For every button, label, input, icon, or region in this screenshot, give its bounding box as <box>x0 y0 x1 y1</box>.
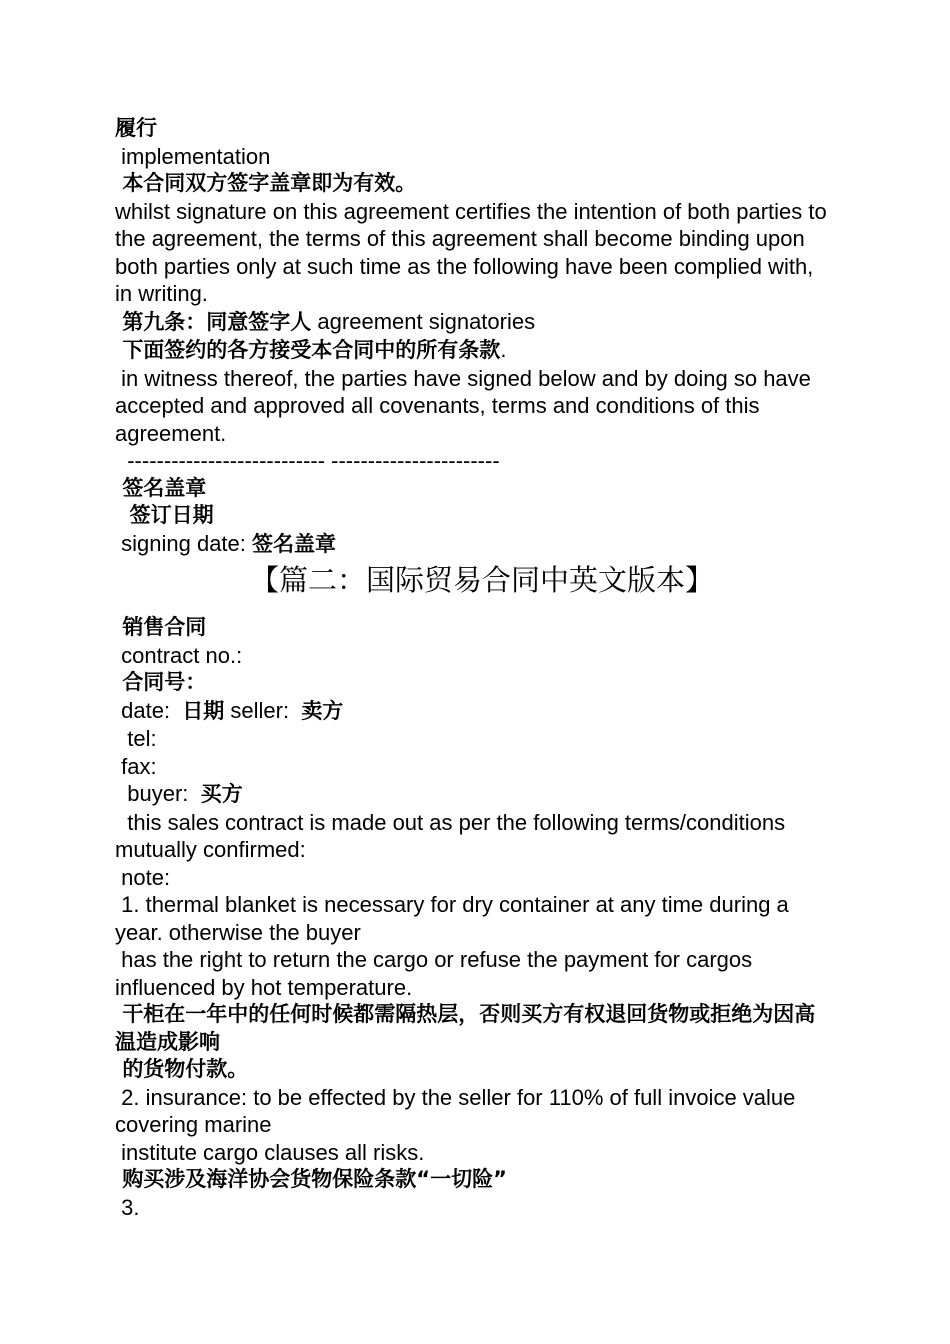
article-title: agreement signatories <box>311 308 536 334</box>
text-paragraph: this sales contract is made out as per the following terms/conditions mutually confirmed: <box>115 809 792 862</box>
text-line: 签订日期 <box>115 503 214 527</box>
text-line <box>115 780 835 809</box>
text-en: date: <box>115 697 183 723</box>
text-en: seller: <box>224 697 302 723</box>
signature-rule: --------------------------- ----------------------- <box>115 448 500 473</box>
text-line: 本合同双方签字盖章即为有效。 <box>115 171 417 195</box>
text-line: institute cargo clauses all risks. <box>115 1139 425 1165</box>
text-line: contract no.: <box>115 642 243 668</box>
text-cn: 买方 <box>200 782 243 806</box>
text-paragraph: 2. insurance: to be effected by the seller for 110% of full invoice value covering marine <box>115 1084 802 1137</box>
text-cn: 下面签约的各方接受本合同中的所有条款 <box>115 338 501 362</box>
text-line: 购买涉及海洋协会货物保险条款“一切险” <box>115 1167 507 1191</box>
text-paragraph: whilst signature on this agreement certifies the intention of both parties to the agreement, the terms of this agreement shall become binding upon both parties only at such time as the following have been complied with, in writing. <box>115 198 833 306</box>
text-line: fax: <box>115 753 157 779</box>
text-cn: 卖方 <box>301 698 344 723</box>
text-cn: 日期 <box>182 698 225 723</box>
text-line: 3. <box>115 1194 140 1220</box>
text-line: 销售合同 <box>115 615 207 639</box>
text-paragraph: 干柜在一年中的任何时候都需隔热层，否则买方有权退回货物或拒绝为因高温造成影响 <box>115 1002 816 1054</box>
text-en: signing date: <box>115 530 252 556</box>
text-line <box>115 308 835 337</box>
article-label: 第九条：同意签字人 <box>115 309 312 334</box>
text-cn: 签名盖章 <box>252 531 336 556</box>
text-en: buyer: <box>115 781 201 806</box>
text-line <box>115 697 835 726</box>
text-en: . <box>500 337 507 362</box>
text-line: 的货物付款。 <box>115 1057 249 1081</box>
text-line: note: <box>115 864 171 890</box>
text-line: 签名盖章 <box>115 475 207 500</box>
text-line: 合同号： <box>115 670 207 694</box>
text-paragraph: 1. thermal blanket is necessary for dry container at any time during a year. otherwise the buyer <box>115 892 795 945</box>
text-paragraph: in witness thereof, the parties have signed below and by doing so have accepted and approved all covenants, terms and conditions of this agreement. <box>115 365 818 446</box>
text-line <box>115 530 835 559</box>
text-line: implementation <box>115 143 271 169</box>
text-line: tel: <box>115 726 157 751</box>
text-line: 履行 <box>115 116 157 140</box>
document-page <box>115 115 835 1221</box>
text-paragraph: has the right to return the cargo or refuse the payment for cargos influenced by hot temperature. <box>115 947 759 1000</box>
text-line <box>115 336 835 365</box>
section-heading: 【篇二：国际贸易合同中英文版本】 <box>250 563 715 597</box>
